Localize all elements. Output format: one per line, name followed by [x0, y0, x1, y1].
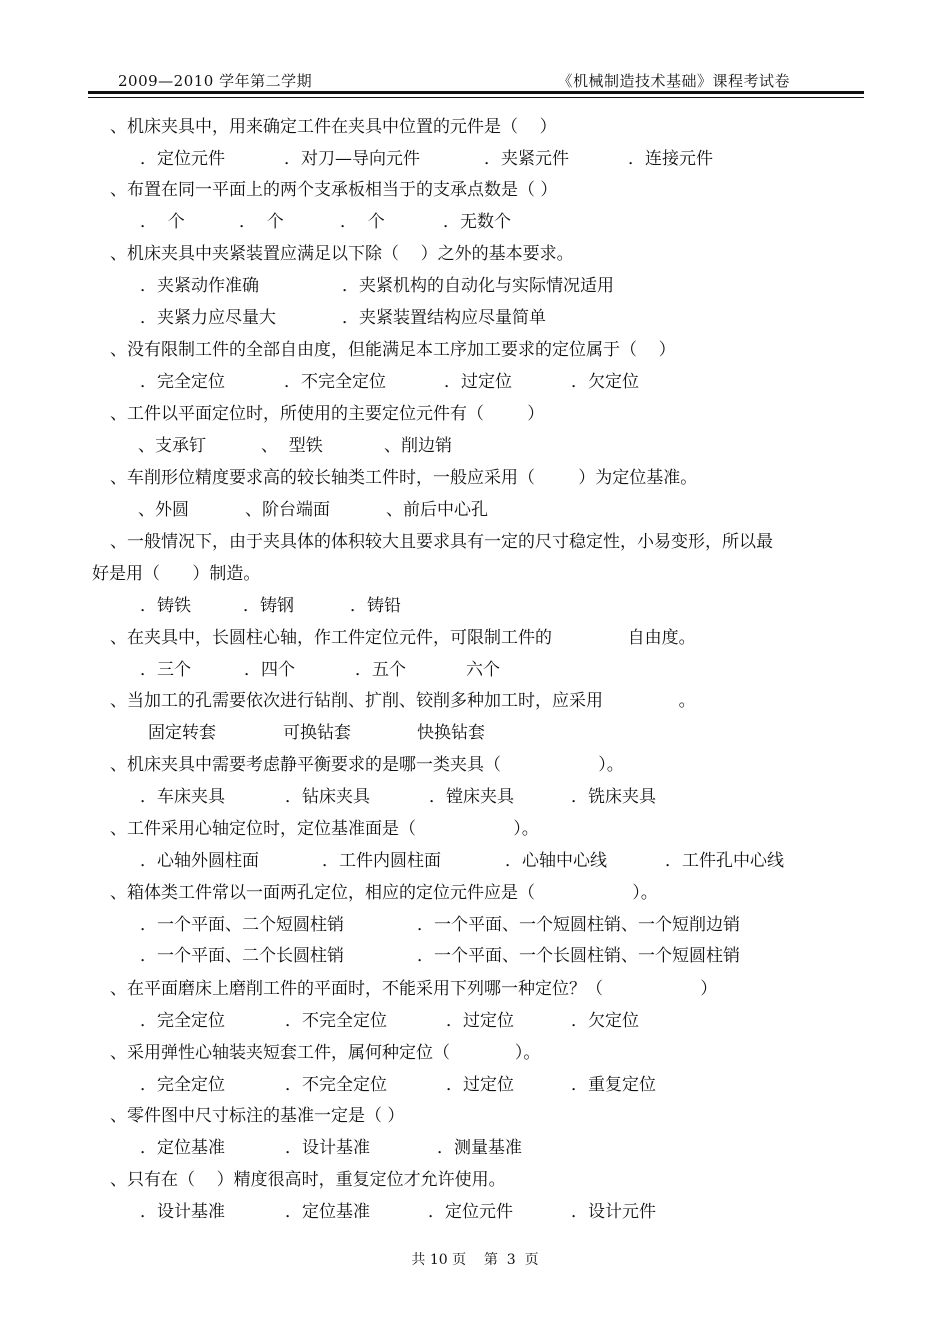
answer-option: ．心轴中心线	[505, 851, 607, 871]
answer-option: ．欠定位	[571, 1011, 639, 1031]
answer-option: ．完全定位	[140, 372, 225, 392]
answer-option: ．夹紧动作准确	[140, 276, 259, 296]
answer-option: 、削边销	[384, 436, 452, 456]
question-stem: 、机床夹具中需要考虑静平衡要求的是哪一类夹具（ ）。	[110, 755, 624, 775]
question-stem: 、零件图中尺寸标注的基准一定是（ ）	[110, 1106, 405, 1126]
question-stem: 、当加工的孔需要依次进行钻削、扩削、铰削多种加工时，应采用 。	[110, 691, 696, 711]
question-stem: 、机床夹具中夹紧装置应满足以下除（ ）之外的基本要求。	[110, 244, 574, 264]
answer-option: ．心轴外圆柱面	[140, 851, 259, 871]
answer-option: ． 个	[140, 212, 185, 232]
answer-option: ．铸铅	[350, 596, 401, 616]
answer-option: ．一个平面、一个长圆柱销、一个短圆柱销	[417, 946, 740, 966]
question-stem: 、布置在同一平面上的两个支承板相当于的支承点数是（ ）	[110, 180, 558, 200]
question-stem: 、机床夹具中，用来确定工件在夹具中位置的元件是（ ）	[110, 117, 557, 137]
answer-option: ．钻床夹具	[285, 787, 370, 807]
answer-option: ．车床夹具	[140, 787, 225, 807]
answer-option: ．四个	[244, 660, 295, 680]
answer-option: 快换钻套	[417, 723, 485, 743]
answer-option: ．铣床夹具	[571, 787, 656, 807]
answer-option: ．定位基准	[285, 1202, 370, 1222]
question-stem: 、采用弹性心轴装夹短套工件，属何种定位（ ）。	[110, 1043, 541, 1063]
answer-option: ．夹紧装置结构应尽量简单	[342, 308, 546, 328]
answer-option: ．一个平面、二个短圆柱销	[140, 915, 344, 935]
answer-option: ．工件孔中心线	[665, 851, 784, 871]
answer-option: ．过定位	[446, 1011, 514, 1031]
answer-option: ．夹紧机构的自动化与实际情况适用	[342, 276, 614, 296]
question-stem: 、在夹具中，长圆柱心轴，作工件定位元件，可限制工件的 自由度。	[110, 628, 696, 648]
answer-option: ．定位元件	[428, 1202, 513, 1222]
question-stem: 、只有在（ ）精度很高时，重复定位才允许使用。	[110, 1170, 506, 1190]
answer-option: 、前后中心孔	[386, 500, 488, 520]
answer-option: ． 个	[340, 212, 385, 232]
answer-option: 可换钻套	[283, 723, 351, 743]
answer-option: ．夹紧元件	[484, 149, 569, 169]
answer-option: ．测量基准	[437, 1138, 522, 1158]
answer-option: ．铸铁	[140, 596, 191, 616]
answer-option: ．定位基准	[140, 1138, 225, 1158]
answer-option: ．不完全定位	[284, 372, 386, 392]
page-footer: 共 10 页 第 3 页	[411, 1252, 539, 1268]
answer-option: 、外圆	[138, 500, 189, 520]
answer-option: ． 个	[239, 212, 284, 232]
answer-option: 、阶台端面	[245, 500, 330, 520]
answer-option: ．欠定位	[571, 372, 639, 392]
question-stem: 、车削形位精度要求高的较长轴类工件时，一般应采用（ ）为定位基准。	[110, 468, 698, 488]
exam-title: 《机械制造技术基础》课程考试卷	[557, 72, 790, 90]
answer-option: ．铸钢	[243, 596, 294, 616]
answer-option: ．五个	[355, 660, 406, 680]
answer-option: ．设计基准	[140, 1202, 225, 1222]
answer-option: ．连接元件	[628, 149, 713, 169]
answer-option: ．对刀—导向元件	[284, 149, 420, 169]
question-stem-continued: 好是用（ ）制造。	[92, 564, 261, 584]
semester-label: 2009—2010 学年第二学期	[118, 72, 313, 90]
question-stem: 、一般情况下，由于夹具体的体积较大且要求具有一定的尺寸稳定性，小易变形，所以最	[110, 532, 773, 552]
answer-option: ．一个平面、二个长圆柱销	[140, 946, 344, 966]
answer-option: ．过定位	[444, 372, 512, 392]
answer-option: ．重复定位	[571, 1075, 656, 1095]
answer-option: 、支承钉	[138, 436, 206, 456]
answer-option: ．过定位	[446, 1075, 514, 1095]
question-stem: 、工件以平面定位时，所使用的主要定位元件有（ ）	[110, 404, 545, 424]
answer-option: ．不完全定位	[285, 1075, 387, 1095]
answer-option: ．不完全定位	[285, 1011, 387, 1031]
answer-option: ．设计元件	[571, 1202, 656, 1222]
question-stem: 、箱体类工件常以一面两孔定位，相应的定位元件应是（ ）。	[110, 883, 658, 903]
question-stem: 、工件采用心轴定位时，定位基准面是（ ）。	[110, 819, 539, 839]
answer-option: ．镗床夹具	[429, 787, 514, 807]
answer-option: 六个	[466, 660, 500, 680]
answer-option: ．一个平面、一个短圆柱销、一个短削边销	[417, 915, 740, 935]
answer-option: ．工件内圆柱面	[322, 851, 441, 871]
answer-option: ．夹紧力应尽量大	[140, 308, 276, 328]
answer-option: 固定转套	[148, 723, 216, 743]
answer-option: 、 型铁	[261, 436, 323, 456]
answer-option: ．定位元件	[140, 149, 225, 169]
header-rule-thin	[88, 97, 864, 98]
header-rule-thick	[88, 91, 864, 94]
answer-option: ．无数个	[443, 212, 511, 232]
answer-option: ．三个	[140, 660, 191, 680]
question-stem: 、在平面磨床上磨削工件的平面时，不能采用下列哪一种定位？（ ）	[110, 979, 718, 999]
answer-option: ．设计基准	[285, 1138, 370, 1158]
answer-option: ．完全定位	[140, 1075, 225, 1095]
answer-option: ．完全定位	[140, 1011, 225, 1031]
question-stem: 、没有限制工件的全部自由度，但能满足本工序加工要求的定位属于（ ）	[110, 340, 676, 360]
